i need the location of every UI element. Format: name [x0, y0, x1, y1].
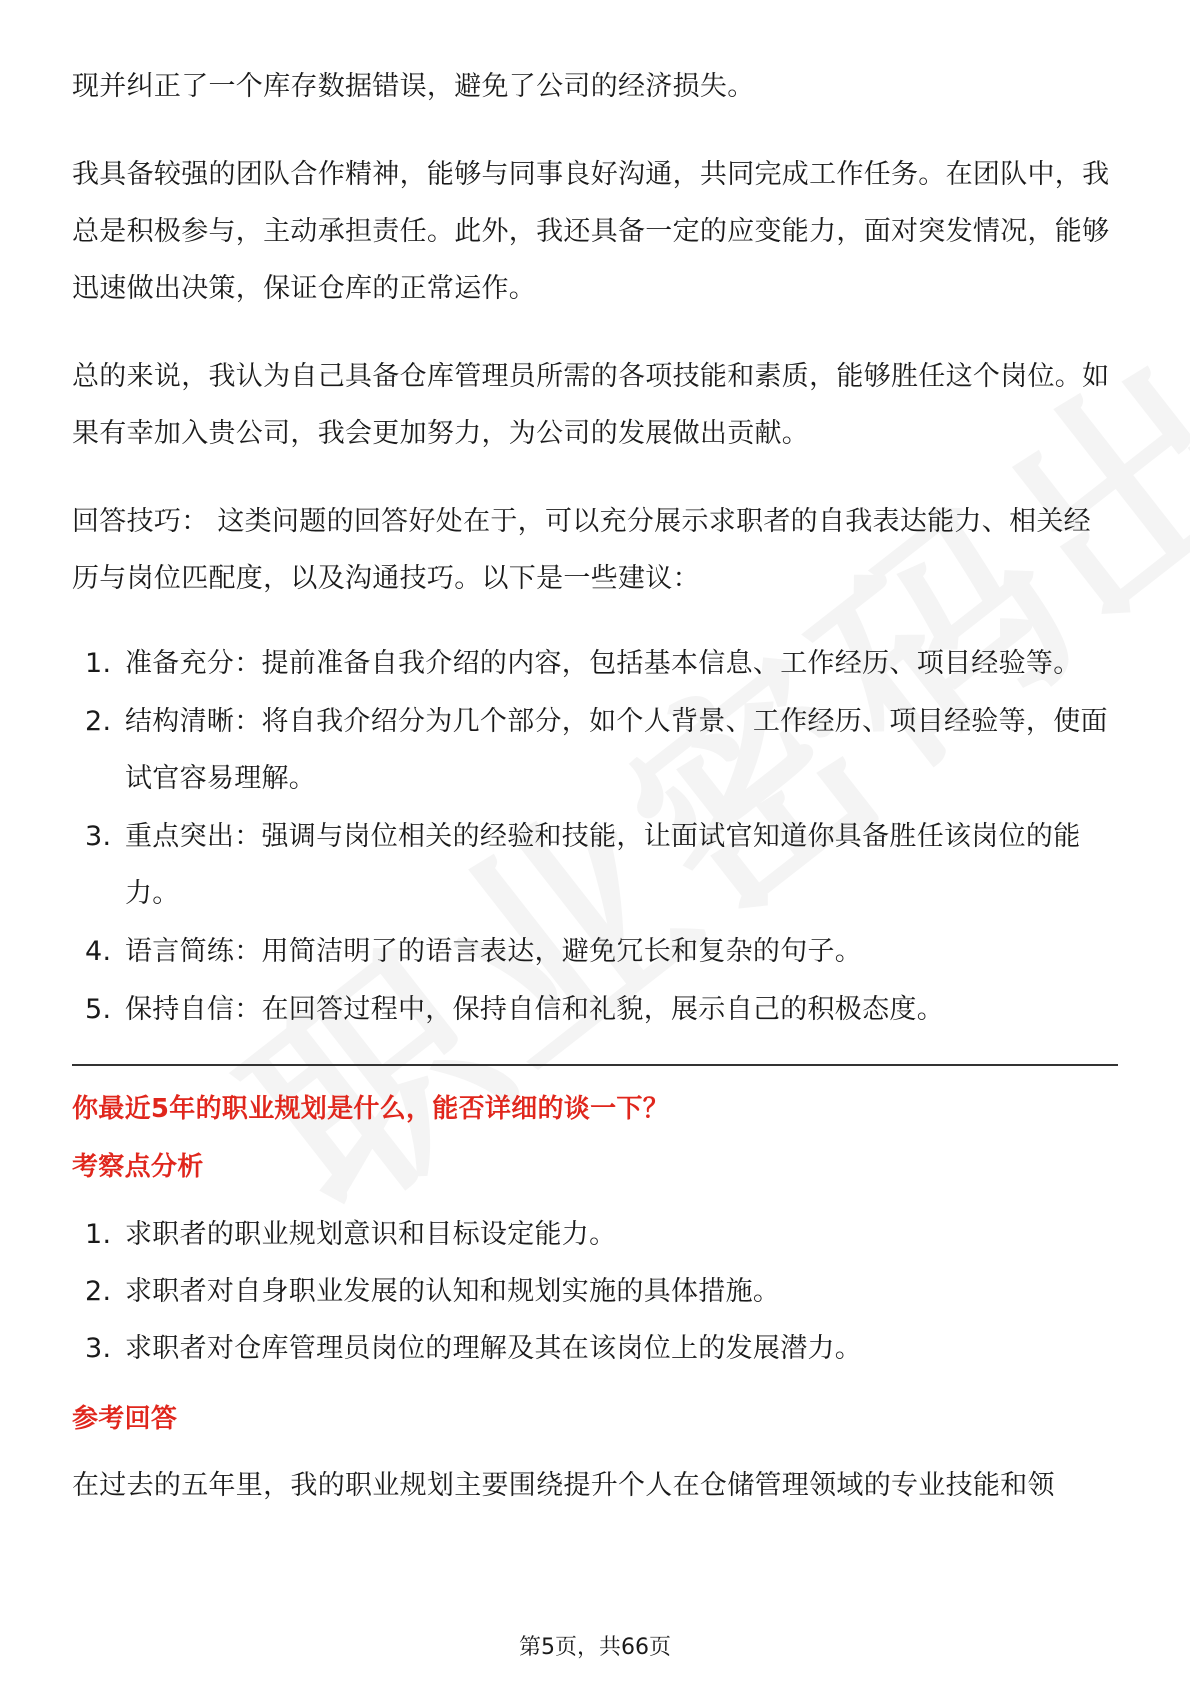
- paragraph-teamwork: 我具备较强的团队合作精神，能够与同事良好沟通，共同完成工作任务。在团队中，我总是积极参与，主动承担责任。此外，我还具备一定的应变能力，面对突发情况，能够迅速做出决策，保证仓库的正常运作。: [72, 159, 1110, 304]
- list-item-text: 结构清晰：将自我介绍分为几个部分，如个人背景、工作经历、项目经验等，使面试官容易理解。: [125, 706, 1108, 794]
- analysis-heading: 考察点分析: [72, 1152, 204, 1182]
- list-number: 4.: [85, 936, 112, 967]
- paragraph-answer-tips: 回答技巧： 这类问题的回答好处在于，可以充分展示求职者的自我表达能力、相关经历与岗位匹配度，以及沟通技巧。以下是一些建议：: [72, 506, 1091, 594]
- list-item-text: 保持自信：在回答过程中，保持自信和礼貌，展示自己的积极态度。: [125, 994, 944, 1025]
- list-number: 2.: [85, 1276, 112, 1307]
- list-item: [72, 1206, 1118, 1263]
- reference-answer-text: 在过去的五年里，我的职业规划主要围绕提升个人在仓储管理领域的专业技能和领: [72, 1470, 1055, 1501]
- list-item: [72, 693, 1118, 807]
- analysis-list: [72, 1206, 1118, 1377]
- list-number: 3.: [85, 821, 112, 852]
- list-number: 2.: [85, 706, 112, 737]
- list-number: 1.: [85, 1219, 112, 1250]
- list-number: 1.: [85, 648, 112, 679]
- tips-list: [72, 635, 1118, 1038]
- page-number: 第5页，共66页: [519, 1635, 671, 1660]
- list-item: [72, 1263, 1118, 1320]
- list-item: [72, 981, 1118, 1038]
- list-item: [72, 808, 1118, 922]
- list-item: [72, 1320, 1118, 1377]
- question-title: 你最近5年的职业规划是什么，能否详细的谈一下？: [72, 1094, 669, 1124]
- list-item-text: 求职者的职业规划意识和目标设定能力。: [125, 1219, 617, 1250]
- list-number: 5.: [85, 994, 112, 1025]
- list-item: [72, 635, 1118, 692]
- list-item-text: 求职者对仓库管理员岗位的理解及其在该岗位上的发展潜力。: [125, 1333, 863, 1364]
- paragraph-continuation: 现并纠正了一个库存数据错误，避免了公司的经济损失。: [72, 71, 755, 102]
- page-content: [72, 58, 1118, 1545]
- list-item-text: 重点突出：强调与岗位相关的经验和技能，让面试官知道你具备胜任该岗位的能力。: [125, 821, 1081, 909]
- section-divider: [72, 1064, 1118, 1066]
- reference-heading: 参考回答: [72, 1404, 178, 1434]
- paragraph-summary: 总的来说，我认为自己具备仓库管理员所需的各项技能和素质，能够胜任这个岗位。如果有幸加入贵公司，我会更加努力，为公司的发展做出贡献。: [72, 361, 1110, 449]
- list-item-text: 准备充分：提前准备自我介绍的内容，包括基本信息、工作经历、项目经验等。: [125, 648, 1081, 679]
- list-item-text: 求职者对自身职业发展的认知和规划实施的具体措施。: [125, 1276, 781, 1307]
- list-number: 3.: [85, 1333, 112, 1364]
- list-item: [72, 923, 1118, 980]
- list-item-text: 语言简练：用简洁明了的语言表达，避免冗长和复杂的句子。: [125, 936, 863, 967]
